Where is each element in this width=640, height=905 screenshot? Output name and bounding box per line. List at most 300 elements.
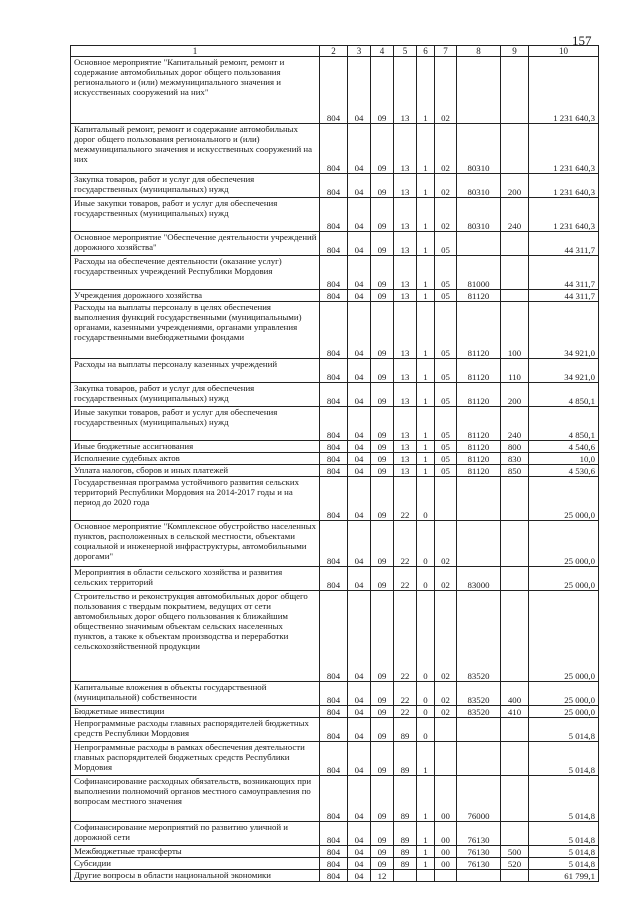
cell-code-grbs: 804: [320, 359, 348, 383]
cell-code-subsection: 09: [371, 742, 394, 776]
cell-code-program: 13: [394, 302, 417, 359]
cell-code-subprogram: 1: [417, 198, 435, 232]
cell-code-grbs: 804: [320, 706, 348, 718]
cell-amount: 5 014,8: [529, 742, 599, 776]
table-row: [71, 57, 599, 124]
cell-code-subprogram: 1: [417, 302, 435, 359]
cell-code-direction: [457, 477, 501, 521]
cell-code-grbs: 804: [320, 290, 348, 302]
cell-code-type: 200: [501, 383, 529, 407]
cell-code-direction: [457, 870, 501, 882]
cell-name: Основное мероприятие "Обеспечение деятельности учреждений дорожного хозяйства": [71, 232, 320, 256]
cell-code-event: [435, 718, 457, 742]
cell-code-subsection: 09: [371, 465, 394, 477]
cell-code-direction: 83520: [457, 706, 501, 718]
cell-code-subsection: 09: [371, 256, 394, 290]
cell-code-type: 830: [501, 453, 529, 465]
cell-code-section: 04: [348, 706, 371, 718]
cell-code-event: 02: [435, 682, 457, 706]
cell-code-subprogram: 1: [417, 174, 435, 198]
cell-code-subsection: 09: [371, 407, 394, 441]
cell-code-type: [501, 57, 529, 124]
cell-code-subsection: 09: [371, 290, 394, 302]
cell-code-event: 00: [435, 776, 457, 822]
table-row: [71, 870, 599, 882]
cell-amount: 1 231 640,3: [529, 198, 599, 232]
cell-code-grbs: 804: [320, 407, 348, 441]
table-row: [71, 706, 599, 718]
cell-name: Капитальные вложения в объекты государственной (муниципальной) собственности: [71, 682, 320, 706]
cell-amount: 5 014,8: [529, 718, 599, 742]
cell-code-type: [501, 232, 529, 256]
cell-code-subprogram: 1: [417, 232, 435, 256]
cell-name: Государственная программа устойчивого развития сельских территорий Республики Мордовия на 2014-2017 годы и на период до 2020 года: [71, 477, 320, 521]
cell-code-direction: 83520: [457, 591, 501, 682]
cell-code-program: 22: [394, 682, 417, 706]
cell-code-event: 05: [435, 407, 457, 441]
cell-code-direction: 83520: [457, 682, 501, 706]
cell-code-type: [501, 718, 529, 742]
header-cell-6: 6: [417, 46, 435, 57]
cell-code-program: 22: [394, 567, 417, 591]
cell-code-grbs: 804: [320, 441, 348, 453]
cell-code-section: 04: [348, 232, 371, 256]
cell-code-section: 04: [348, 521, 371, 567]
table-row: [71, 174, 599, 198]
cell-amount: 4 850,1: [529, 383, 599, 407]
cell-name: Иные бюджетные ассигнования: [71, 441, 320, 453]
table-row: [71, 718, 599, 742]
cell-code-program: 22: [394, 591, 417, 682]
cell-code-subsection: 09: [371, 776, 394, 822]
cell-code-grbs: 804: [320, 124, 348, 174]
table-row: [71, 682, 599, 706]
cell-code-direction: 80310: [457, 124, 501, 174]
cell-code-event: 02: [435, 198, 457, 232]
cell-code-subprogram: 1: [417, 822, 435, 846]
cell-code-grbs: 804: [320, 383, 348, 407]
cell-code-section: 04: [348, 383, 371, 407]
cell-code-grbs: 804: [320, 742, 348, 776]
cell-name: Расходы на выплаты персоналу казенных учреждений: [71, 359, 320, 383]
table-row: [71, 441, 599, 453]
cell-code-type: 800: [501, 441, 529, 453]
cell-name: Уплата налогов, сборов и иных платежей: [71, 465, 320, 477]
cell-code-direction: 80310: [457, 198, 501, 232]
table-row: [71, 198, 599, 232]
cell-code-section: 04: [348, 124, 371, 174]
cell-code-subsection: 09: [371, 383, 394, 407]
table-row: [71, 776, 599, 822]
cell-code-event: 05: [435, 232, 457, 256]
cell-code-grbs: 804: [320, 302, 348, 359]
cell-code-grbs: 804: [320, 232, 348, 256]
cell-code-subsection: 09: [371, 822, 394, 846]
cell-code-event: 02: [435, 591, 457, 682]
cell-code-program: 89: [394, 742, 417, 776]
cell-code-type: [501, 870, 529, 882]
cell-code-event: 02: [435, 521, 457, 567]
cell-code-event: 05: [435, 290, 457, 302]
cell-code-program: 13: [394, 407, 417, 441]
cell-code-program: 89: [394, 846, 417, 858]
cell-code-event: 02: [435, 567, 457, 591]
cell-code-section: 04: [348, 290, 371, 302]
cell-code-subprogram: 1: [417, 858, 435, 870]
cell-code-type: 100: [501, 302, 529, 359]
cell-code-direction: 76130: [457, 822, 501, 846]
cell-amount: 1 231 640,3: [529, 57, 599, 124]
cell-code-subsection: 09: [371, 453, 394, 465]
cell-code-subsection: 09: [371, 567, 394, 591]
header-cell-7: 7: [435, 46, 457, 57]
cell-name: Капитальный ремонт, ремонт и содержание автомобильных дорог общего пользования регионального и (или) межмуниципального значения и искусственных сооружений на них: [71, 124, 320, 174]
cell-code-event: 02: [435, 57, 457, 124]
cell-code-type: 410: [501, 706, 529, 718]
cell-amount: 5 014,8: [529, 776, 599, 822]
cell-code-subprogram: 0: [417, 591, 435, 682]
cell-name: Межбюджетные трансферты: [71, 846, 320, 858]
table-row: [71, 477, 599, 521]
cell-code-section: 04: [348, 858, 371, 870]
cell-code-grbs: 804: [320, 567, 348, 591]
cell-code-type: [501, 591, 529, 682]
cell-code-grbs: 804: [320, 682, 348, 706]
cell-amount: 1 231 640,3: [529, 124, 599, 174]
cell-code-direction: [457, 57, 501, 124]
header-cell-8: 8: [457, 46, 501, 57]
cell-code-grbs: 804: [320, 477, 348, 521]
cell-code-type: [501, 124, 529, 174]
cell-code-subsection: 09: [371, 441, 394, 453]
cell-code-type: 240: [501, 407, 529, 441]
cell-name: Непрограммные расходы главных распорядителей бюджетных средств Республики Мордовия: [71, 718, 320, 742]
cell-code-type: [501, 742, 529, 776]
header-cell-9: 9: [501, 46, 529, 57]
cell-code-event: 05: [435, 256, 457, 290]
cell-code-event: 02: [435, 174, 457, 198]
cell-code-subprogram: 1: [417, 290, 435, 302]
table-row: [71, 567, 599, 591]
cell-code-section: 04: [348, 846, 371, 858]
cell-code-subsection: 09: [371, 174, 394, 198]
cell-code-type: [501, 256, 529, 290]
cell-code-program: 13: [394, 198, 417, 232]
cell-code-subsection: 09: [371, 198, 394, 232]
table-row: [71, 359, 599, 383]
cell-code-subsection: 09: [371, 858, 394, 870]
cell-amount: 1 231 640,3: [529, 174, 599, 198]
cell-code-type: [501, 477, 529, 521]
cell-name: Строительство и реконструкция автомобильных дорог общего пользования с твердым покрытием, ведущих от сети автомобильных дорог общего пользования к ближайшим общественно значимым объектам сельских населенных пунктов, а также к объектам производства и переработки сельскохозяйственной продукции: [71, 591, 320, 682]
cell-code-event: 05: [435, 383, 457, 407]
cell-code-section: 04: [348, 453, 371, 465]
cell-code-subsection: 09: [371, 846, 394, 858]
cell-code-event: 05: [435, 359, 457, 383]
cell-code-subprogram: 1: [417, 846, 435, 858]
cell-code-section: 04: [348, 591, 371, 682]
cell-code-grbs: 804: [320, 256, 348, 290]
cell-code-grbs: 804: [320, 521, 348, 567]
header-cell-2: 2: [320, 46, 348, 57]
table-row: [71, 742, 599, 776]
cell-code-program: 13: [394, 465, 417, 477]
cell-code-program: 13: [394, 359, 417, 383]
cell-code-event: 05: [435, 441, 457, 453]
cell-code-program: 13: [394, 124, 417, 174]
cell-code-program: [394, 870, 417, 882]
cell-code-program: 13: [394, 441, 417, 453]
header-cell-10: 10: [529, 46, 599, 57]
cell-code-direction: 80310: [457, 174, 501, 198]
cell-code-subsection: 09: [371, 124, 394, 174]
cell-code-section: 04: [348, 441, 371, 453]
cell-code-subsection: 09: [371, 521, 394, 567]
cell-code-subsection: 09: [371, 302, 394, 359]
cell-amount: 25 000,0: [529, 567, 599, 591]
cell-code-section: 04: [348, 302, 371, 359]
cell-code-event: 00: [435, 858, 457, 870]
cell-code-direction: 76130: [457, 858, 501, 870]
cell-name: Основное мероприятие "Комплексное обустройство населенных пунктов, расположенных в сельской местности, объектами социальной и инженерной инфраструктуры, автомобильными дорогами": [71, 521, 320, 567]
cell-code-program: 13: [394, 174, 417, 198]
cell-code-section: 04: [348, 198, 371, 232]
cell-amount: 34 921,0: [529, 359, 599, 383]
cell-code-subprogram: 0: [417, 706, 435, 718]
cell-code-direction: 83000: [457, 567, 501, 591]
cell-name: Другие вопросы в области национальной экономики: [71, 870, 320, 882]
cell-amount: 44 311,7: [529, 290, 599, 302]
cell-code-direction: 81120: [457, 302, 501, 359]
header-cell-4: 4: [371, 46, 394, 57]
cell-name: Закупка товаров, работ и услуг для обеспечения государственных (муниципальных) нужд: [71, 383, 320, 407]
cell-code-type: [501, 567, 529, 591]
cell-code-program: 22: [394, 477, 417, 521]
cell-code-type: 500: [501, 846, 529, 858]
cell-code-program: 13: [394, 57, 417, 124]
table-row: [71, 591, 599, 682]
cell-code-direction: [457, 742, 501, 776]
cell-code-event: 05: [435, 302, 457, 359]
cell-code-type: 110: [501, 359, 529, 383]
cell-amount: 5 014,8: [529, 846, 599, 858]
cell-code-subprogram: 1: [417, 124, 435, 174]
cell-amount: 25 000,0: [529, 477, 599, 521]
cell-code-grbs: 804: [320, 858, 348, 870]
cell-code-program: 13: [394, 256, 417, 290]
cell-code-grbs: 804: [320, 776, 348, 822]
cell-code-subsection: 09: [371, 477, 394, 521]
cell-code-subsection: 09: [371, 57, 394, 124]
cell-amount: 25 000,0: [529, 706, 599, 718]
table-row: [71, 232, 599, 256]
cell-amount: 4 540,6: [529, 441, 599, 453]
table-row: [71, 290, 599, 302]
cell-code-subprogram: 1: [417, 383, 435, 407]
cell-name: Иные закупки товаров, работ и услуг для обеспечения государственных (муниципальных) нужд: [71, 407, 320, 441]
cell-code-section: 04: [348, 477, 371, 521]
cell-code-event: 00: [435, 846, 457, 858]
cell-code-grbs: 804: [320, 591, 348, 682]
cell-code-type: 400: [501, 682, 529, 706]
cell-code-program: 13: [394, 232, 417, 256]
cell-code-direction: 81120: [457, 407, 501, 441]
table-row: [71, 822, 599, 846]
cell-code-subprogram: [417, 870, 435, 882]
cell-code-section: 04: [348, 870, 371, 882]
table-row: [71, 846, 599, 858]
cell-code-section: 04: [348, 407, 371, 441]
page-number: 157: [572, 33, 592, 48]
header-cell-3: 3: [348, 46, 371, 57]
cell-code-subprogram: 1: [417, 776, 435, 822]
cell-code-subprogram: 1: [417, 256, 435, 290]
cell-name: Учреждения дорожного хозяйства: [71, 290, 320, 302]
cell-code-direction: 81120: [457, 290, 501, 302]
table-row: [71, 383, 599, 407]
cell-amount: 25 000,0: [529, 591, 599, 682]
cell-code-subprogram: 0: [417, 718, 435, 742]
cell-code-subprogram: 1: [417, 359, 435, 383]
cell-code-section: 04: [348, 57, 371, 124]
cell-amount: 4 530,6: [529, 465, 599, 477]
cell-code-type: [501, 290, 529, 302]
cell-code-section: 04: [348, 256, 371, 290]
cell-name: Расходы на обеспечение деятельности (оказание услуг) государственных учреждений Республики Мордовия: [71, 256, 320, 290]
cell-code-section: 04: [348, 718, 371, 742]
cell-code-type: 200: [501, 174, 529, 198]
cell-code-subsection: 09: [371, 706, 394, 718]
cell-code-section: 04: [348, 465, 371, 477]
cell-code-section: 04: [348, 682, 371, 706]
cell-code-subsection: 09: [371, 232, 394, 256]
cell-code-program: 22: [394, 706, 417, 718]
cell-code-section: 04: [348, 359, 371, 383]
cell-amount: 44 311,7: [529, 232, 599, 256]
cell-code-direction: 81120: [457, 383, 501, 407]
cell-amount: 34 921,0: [529, 302, 599, 359]
cell-code-grbs: 804: [320, 57, 348, 124]
cell-code-grbs: 804: [320, 174, 348, 198]
cell-code-grbs: 804: [320, 718, 348, 742]
cell-code-subsection: 09: [371, 591, 394, 682]
cell-code-program: 13: [394, 383, 417, 407]
cell-name: Исполнение судебных актов: [71, 453, 320, 465]
cell-code-subprogram: 1: [417, 742, 435, 776]
table-row: [71, 858, 599, 870]
cell-name: Основное мероприятие "Капитальный ремонт, ремонт и содержание автомобильных дорог общего пользования регионального и (или) межмуниципального значения и искусственных сооружений на них": [71, 57, 320, 124]
table-row: [71, 521, 599, 567]
cell-code-subprogram: 0: [417, 521, 435, 567]
cell-code-subsection: 12: [371, 870, 394, 882]
cell-name: Иные закупки товаров, работ и услуг для обеспечения государственных (муниципальных) нужд: [71, 198, 320, 232]
cell-code-program: 89: [394, 718, 417, 742]
cell-code-subprogram: 1: [417, 57, 435, 124]
cell-amount: 4 850,1: [529, 407, 599, 441]
cell-name: Мероприятия в области сельского хозяйства и развития сельских территорий: [71, 567, 320, 591]
cell-amount: 25 000,0: [529, 521, 599, 567]
cell-code-section: 04: [348, 567, 371, 591]
cell-code-direction: 81120: [457, 441, 501, 453]
cell-code-subsection: 09: [371, 718, 394, 742]
cell-amount: 44 311,7: [529, 256, 599, 290]
cell-code-type: 240: [501, 198, 529, 232]
table-row: [71, 302, 599, 359]
cell-code-program: 13: [394, 453, 417, 465]
cell-code-direction: 76130: [457, 846, 501, 858]
cell-code-program: 22: [394, 521, 417, 567]
cell-code-direction: 81000: [457, 256, 501, 290]
cell-code-subprogram: 1: [417, 453, 435, 465]
cell-code-event: 02: [435, 706, 457, 718]
cell-name: Софинансирование расходных обязательств, возникающих при выполнении полномочий органов местного самоуправления по вопросам местного значения: [71, 776, 320, 822]
cell-code-section: 04: [348, 174, 371, 198]
cell-name: Расходы на выплаты персоналу в целях обеспечения выполнения функций государственными (муниципальными) органами, казенными учреждениями, органами управления государственными внебюджетными фондами: [71, 302, 320, 359]
cell-code-program: 13: [394, 290, 417, 302]
budget-table: [70, 45, 599, 882]
cell-code-event: 05: [435, 453, 457, 465]
table-row: [71, 465, 599, 477]
cell-code-subprogram: 1: [417, 465, 435, 477]
cell-code-program: 89: [394, 776, 417, 822]
table-row: [71, 256, 599, 290]
cell-amount: 61 799,1: [529, 870, 599, 882]
cell-amount: 5 014,8: [529, 822, 599, 846]
cell-amount: 10,0: [529, 453, 599, 465]
cell-code-direction: 81120: [457, 465, 501, 477]
cell-code-direction: [457, 232, 501, 256]
cell-code-program: 89: [394, 858, 417, 870]
cell-code-type: [501, 776, 529, 822]
header-cell-1: 1: [71, 46, 320, 57]
table-row: [71, 453, 599, 465]
cell-code-subprogram: 0: [417, 567, 435, 591]
cell-code-type: 520: [501, 858, 529, 870]
cell-code-direction: [457, 521, 501, 567]
cell-code-subsection: 09: [371, 359, 394, 383]
cell-code-subprogram: 1: [417, 441, 435, 453]
cell-amount: 25 000,0: [529, 682, 599, 706]
table-row: [71, 407, 599, 441]
cell-code-event: 00: [435, 822, 457, 846]
cell-code-grbs: 804: [320, 198, 348, 232]
cell-code-event: 02: [435, 124, 457, 174]
cell-code-section: 04: [348, 822, 371, 846]
cell-code-grbs: 804: [320, 453, 348, 465]
cell-code-direction: 81120: [457, 453, 501, 465]
cell-code-type: [501, 521, 529, 567]
cell-code-type: 850: [501, 465, 529, 477]
cell-code-direction: 81120: [457, 359, 501, 383]
cell-code-subprogram: 1: [417, 407, 435, 441]
cell-name: Закупка товаров, работ и услуг для обеспечения государственных (муниципальных) нужд: [71, 174, 320, 198]
header-cell-5: 5: [394, 46, 417, 57]
cell-code-subsection: 09: [371, 682, 394, 706]
cell-code-event: [435, 742, 457, 776]
cell-name: Бюджетные инвестиции: [71, 706, 320, 718]
cell-name: Субсидии: [71, 858, 320, 870]
cell-code-event: [435, 477, 457, 521]
header-row: [71, 46, 599, 57]
cell-code-event: 05: [435, 465, 457, 477]
cell-name: Непрограммные расходы в рамках обеспечения деятельности главных распорядителей бюджетных средств Республики Мордовия: [71, 742, 320, 776]
cell-code-grbs: 804: [320, 846, 348, 858]
cell-code-section: 04: [348, 742, 371, 776]
cell-code-direction: [457, 718, 501, 742]
cell-code-subprogram: 0: [417, 477, 435, 521]
cell-name: Софинансирование мероприятий по развитию уличной и дорожной сети: [71, 822, 320, 846]
cell-amount: 5 014,8: [529, 858, 599, 870]
